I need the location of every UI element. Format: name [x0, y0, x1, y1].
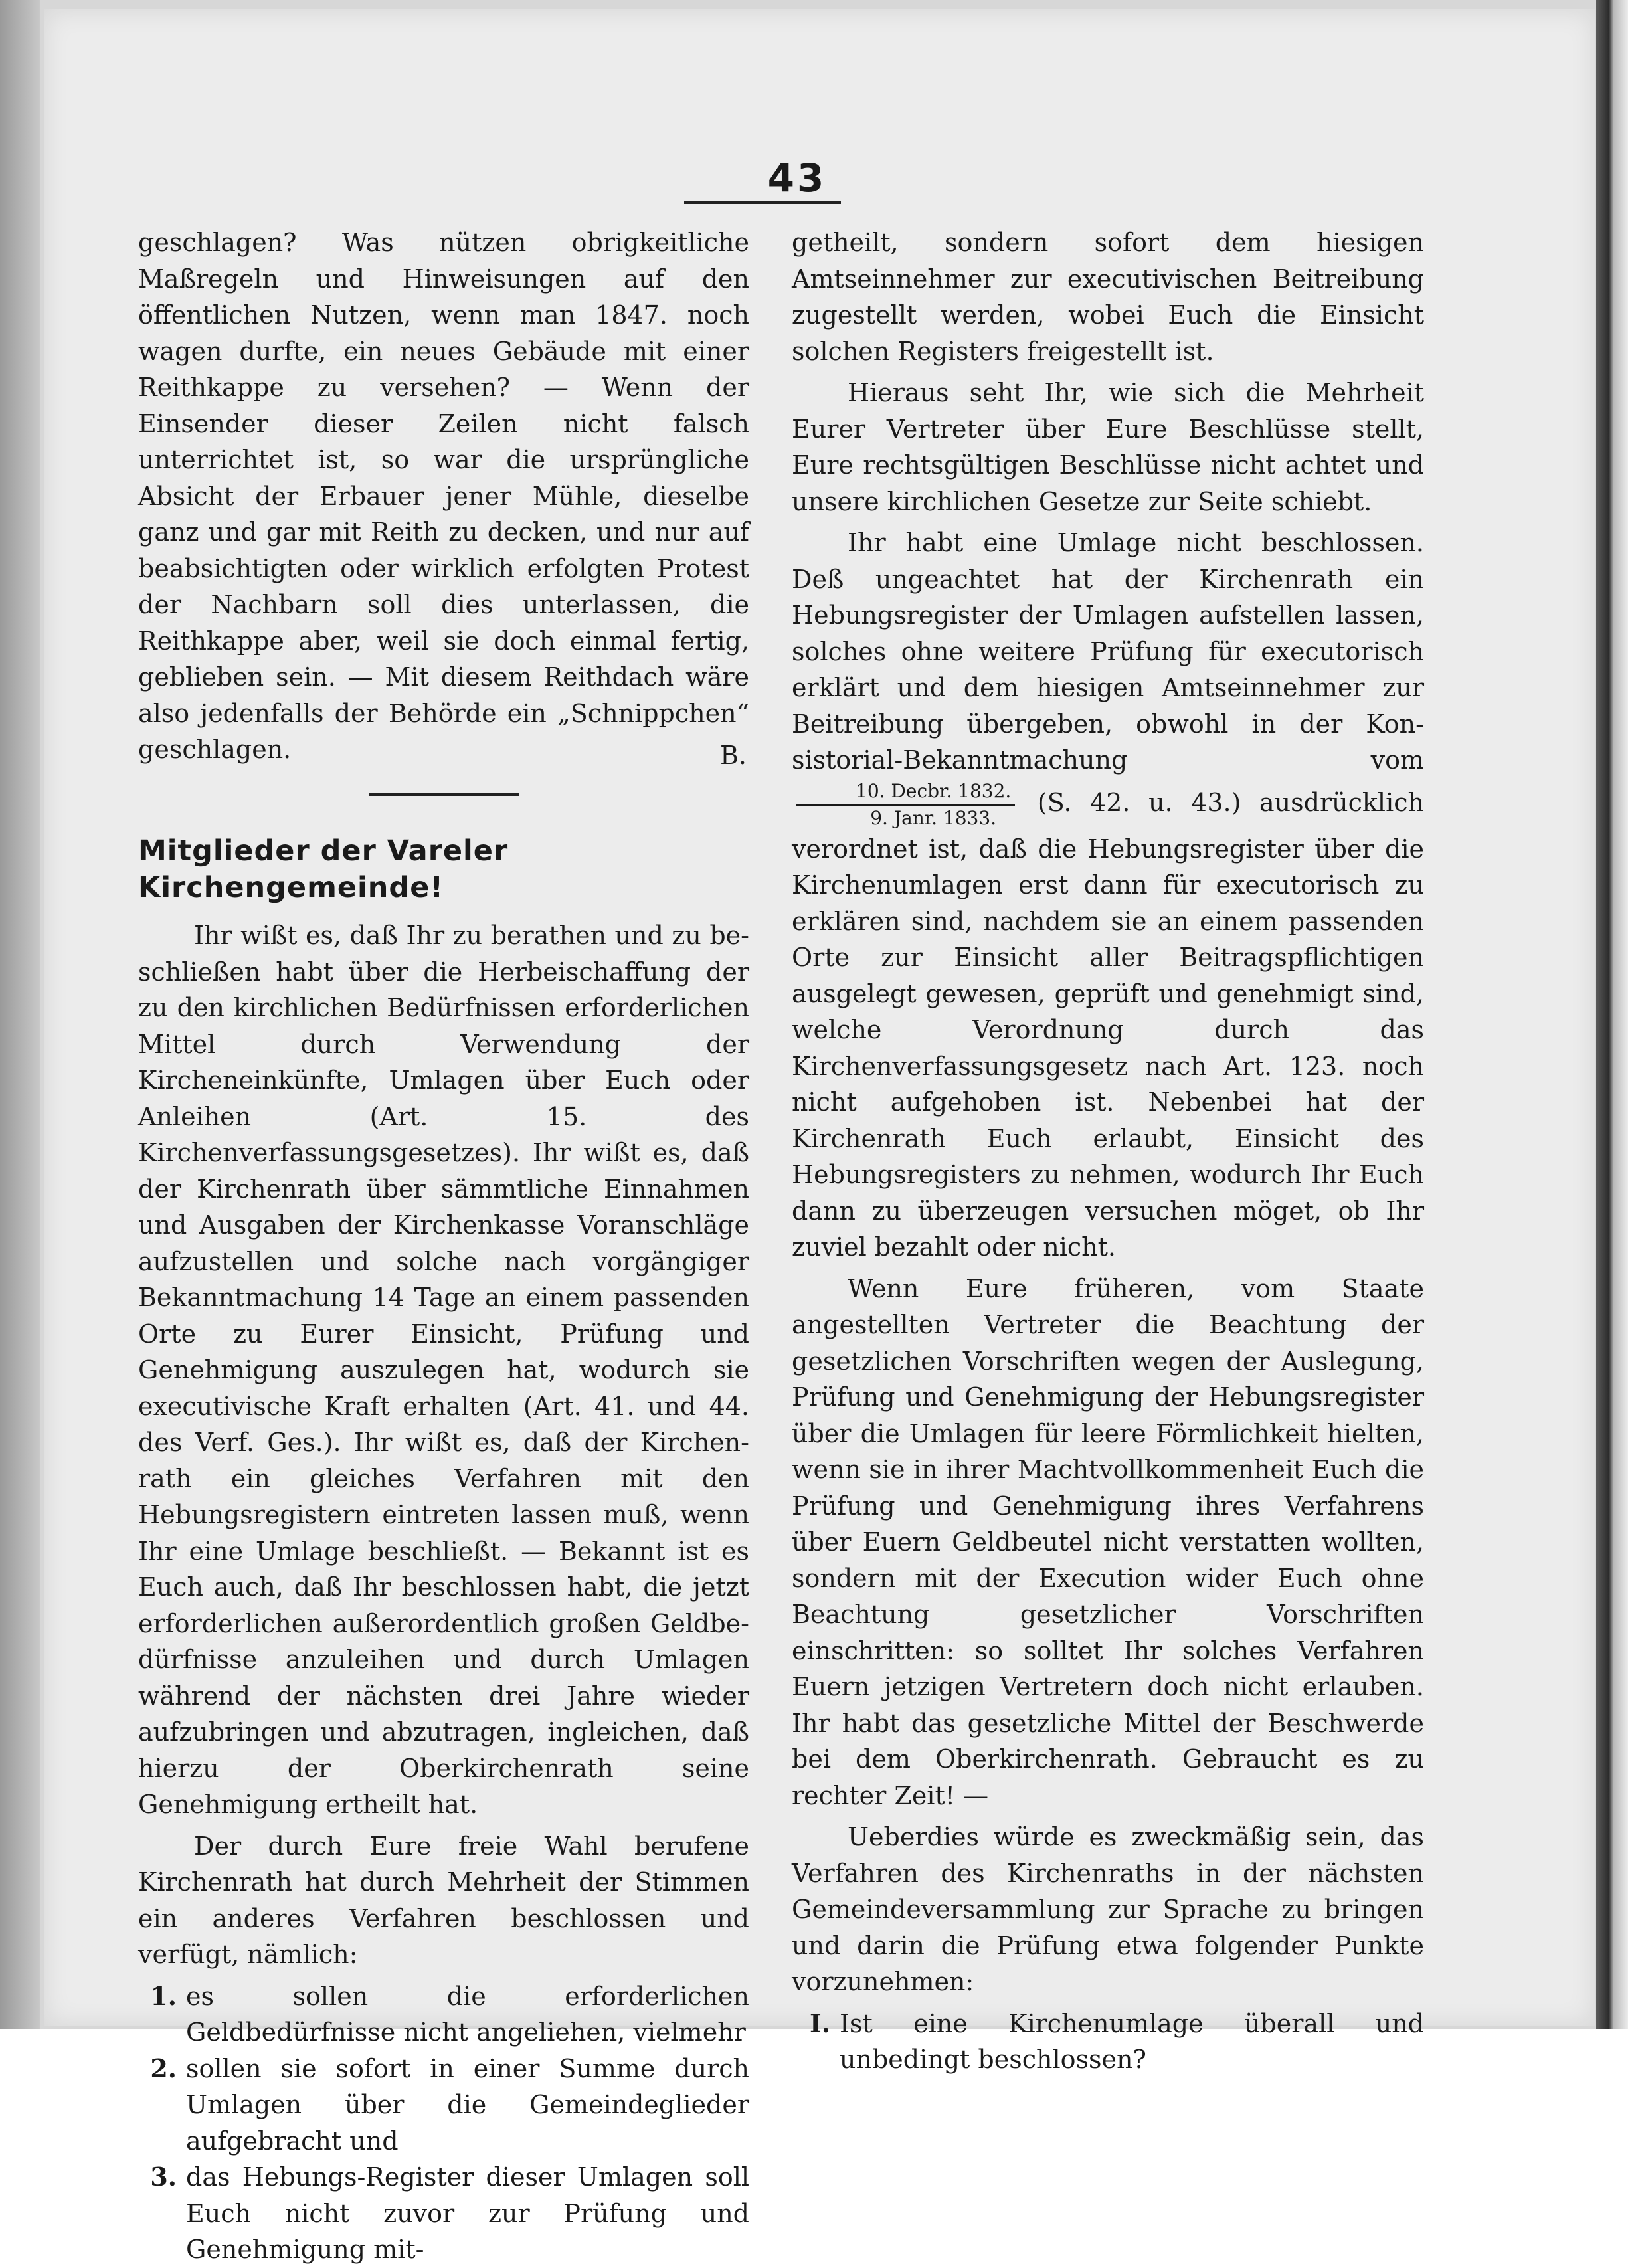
section-heading: Mitglieder der Vareler Kirchengemeinde! [138, 833, 749, 905]
left-paragraph-2: Ihr wißt es, daß Ihr zu berathen und zu beschließen habt über die Herbeischaffung der zu den kirchlichen Bedürfnissen erforderlichen Mittel durch Verwendung der Kircheneinkünfte, Umlagen über Euch oder Anleihen (Art. 15. des Kirchenverfassungsgesetzes). Ihr wißt es, daß der Kirchenrath über sämmtliche Einnahmen und Ausgaben der Kirchenkasse Voranschläge aufzustellen und solche nach vorgängiger Bekanntmachung 14 Tage an einem passenden Orte zu Eurer Einsicht, Prüfung und Genehmigung auszulegen hat, wodurch sie executivische Kraft erhalten (Art. 41. und 44. des Verf. Ges.). Ihr wißt es, daß der Kirchenrath ein gleiches Verfahren mit den Hebungsregistern eintreten lassen muß, wenn Ihr eine Umlage beschließt. — Bekannt ist es Euch auch, daß Ihr beschlossen habt, die jetzt erforderlichen außerordentlich großen Geldbedürfnisse anzuleihen und durch Umlagen während der nächsten drei Jahre wieder aufzubringen und abzutragen, ingleichen, daß hierzu der Oberkirchenrath seine Genehmigung ertheilt hat. [138, 917, 749, 1823]
list-item-number: 1. [138, 1978, 186, 2051]
right-paragraph-4: Wenn Eure früheren, vom Staate angestellten Vertreter die Beachtung der gesetzlichen Vorschriften wegen der Auslegung, Prüfung und Genehmigung der Hebungsregister über die Umlagen für leere Förmlichkeit hielten, wenn sie in ihrer Machtvollkommenheit Euch die Prüfung und Genehmigung ihres Verfahrens über Euern Geldbeutel nicht verstatten wollten, sondern mit der Execution wider Euch ohne Beachtung gesetzlicher Vorschriften einschritten: so solltet Ihr solches Verfahren Euern jetzigen Vertretern doch nicht erlauben. Ihr habt das gesetzliche Mittel der Beschwerde bei dem Oberkirchenrath. Gebraucht es zu rechter Zeit! — [792, 1271, 1424, 1814]
signature: B. [138, 737, 749, 774]
list-item-text: Ist eine Kirchenumlage überall und unbedingt beschlossen? [840, 2006, 1424, 2078]
date-fraction-bottom: 9. Janr. 1833. [796, 806, 1015, 831]
list-item-number: 3. [138, 2159, 186, 2268]
list-item-text: sollen sie sofort in einer Summe durch Umlagen über die Gemeindeglieder aufgebracht und [186, 2051, 749, 2160]
list-item [138, 2159, 749, 2268]
right-paragraph-3-start: Ihr habt eine Umlage nicht beschlossen. Deß ungeachtet hat der Kirchenrath ein Hebungsregister der Umlagen aufstellen lassen, solches ohne weitere Prüfung für executorisch erklärt und dem hiesigen Amtseinnehmer zur Beitreibung übergeben, obwohl in der Konsistorial-Bekanntmachung vom [792, 528, 1424, 775]
list-item [138, 2051, 749, 2160]
list-item-text: es sollen die erforderlichen Geldbedürfnisse nicht angeliehen, vielmehr [186, 1978, 749, 2051]
left-paragraph-3: Der durch Eure freie Wahl berufene Kirchenrath hat durch Mehrheit der Stimmen ein anderes Verfahren beschlossen und verfügt, nämlich: [138, 1828, 749, 1973]
header-rule [684, 201, 841, 204]
left-column [138, 225, 749, 2268]
right-paragraph-1: getheilt, sondern sofort dem hiesigen Amtseinnehmer zur executivischen Beitreibung zugestellt werden, wobei Euch die Einsicht solchen Registers freigestellt ist. [792, 225, 1424, 369]
right-paragraph-3 [792, 525, 1424, 1266]
list-item [138, 1978, 749, 2051]
book-spine-edge [1596, 0, 1628, 2049]
right-paragraph-2: Hieraus seht Ihr, wie sich die Mehrheit Eurer Vertreter über Eure Beschlüsse stellt, Eure rechtsgültigen Beschlüsse nicht achtet und unsere kirchlichen Gesetze zur Seite schiebt. [792, 375, 1424, 520]
date-fraction-top: 10. Decbr. 1832. [796, 779, 1015, 806]
scan-left-border [0, 0, 40, 2049]
right-paragraph-5: Ueberdies würde es zweckmäßig sein, das Verfahren des Kirchenraths in der nächsten Gemeindeversammlung zur Sprache zu bringen und darin die Prüfung etwa folgender Punkte vorzunehmen: [792, 1819, 1424, 2000]
list-item-text: das Hebungs-Register dieser Umlagen soll Euch nicht zuvor zur Prüfung und Genehmigung mit- [186, 2159, 749, 2268]
page-number: 43 [744, 155, 850, 201]
list-item [792, 2006, 1424, 2078]
list-item-number: 2. [138, 2051, 186, 2160]
right-paragraph-3-end: (S. 42. u. 43.) ausdrücklich verordnet ist, daß die Hebungsregister über die Kirchenumlagen erst dann für executorisch zu erklären sind, nachdem sie an einem passenden Orte zur Einsicht aller Beitragspflichtigen ausgelegt gewesen, geprüft und genehmigt sind, welche Verordnung durch das Kirchenverfassungsgesetz nach Art. 123. noch nicht aufgehoben ist. Nebenbei hat der Kirchenrath Euch erlaubt, Einsicht des Hebungsregisters zu nehmen, wodurch Ihr Euch dann zu überzeugen versuchen möget, ob Ihr zuviel bezahlt oder nicht. [792, 788, 1424, 1262]
date-fraction [796, 779, 1015, 831]
section-divider [369, 793, 519, 796]
left-paragraph-1: geschlagen? Was nützen obrigkeitliche Maßregeln und Hinweisungen auf den öffentlichen Nutzen, wenn man 1847. noch wagen durfte, ein neues Gebäude mit einer Reithkappe zu versehen? — Wenn der Einsender dieser Zeilen nicht falsch unterrichtet ist, so war die ursprüngliche Absicht der Erbauer jener Mühle, dieselbe ganz und gar mit Reith zu decken, und nur auf beabsichtigten oder wirklich erfolgten Protest der Nachbarn soll dies unterlassen, die Reithkappe aber, weil sie doch einmal fertig, geblieben sein. — Mit diesem Reithdach wäre also jedenfalls der Behörde ein „Schnippchen“ geschlagen. [138, 225, 749, 768]
right-column [792, 225, 1424, 2078]
list-item-number: I. [792, 2006, 840, 2078]
